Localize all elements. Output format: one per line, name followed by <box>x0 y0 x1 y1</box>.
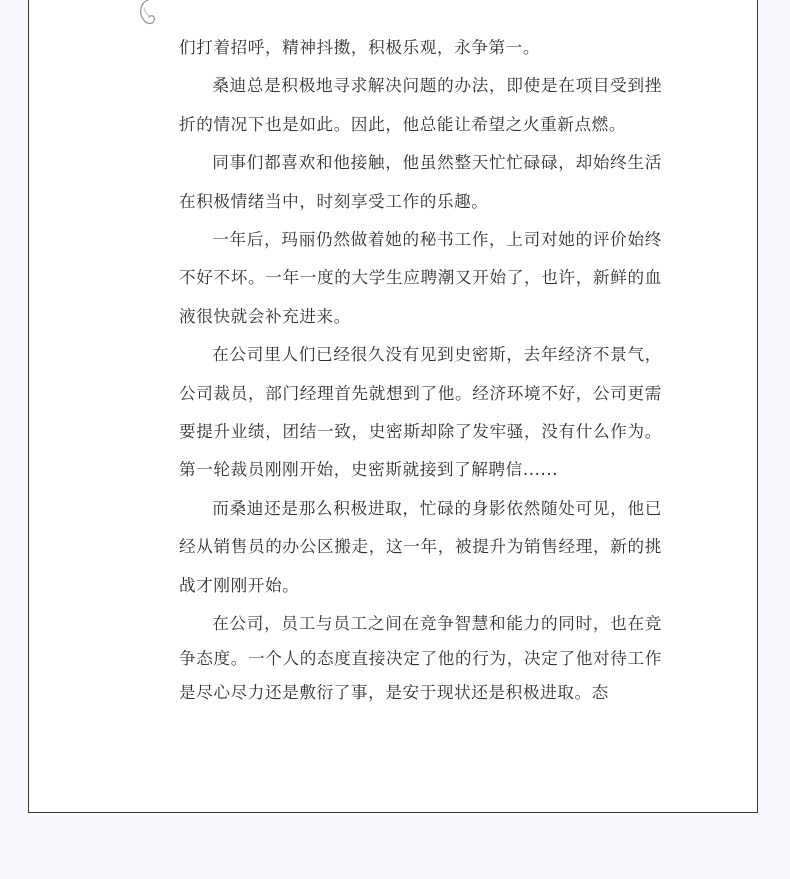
paragraph-2: 桑迪总是积极地寻求解决问题的办法，即使是在项目受到挫折的情况下也是如此。因此，他总能让希望之火重新点燃。 <box>179 76 662 134</box>
curl-ornament-icon <box>135 0 159 31</box>
paragraph-4: 一年后，玛丽仍然做着她的秘书工作，上司对她的评价始终不好不坏。一年一度的大学生应聘潮又开始了，也许，新鲜的血液很快就会补充进来。 <box>179 230 662 326</box>
document-page <box>28 0 758 813</box>
paragraph-6: 而桑迪还是那么积极进取，忙碌的身影依然随处可见，他已经从销售员的办公区搬走，这一年，被提升为销售经理，新的挑战才刚刚开始。 <box>179 498 662 595</box>
paragraph-3: 同事们都喜欢和他接触，他虽然整天忙忙碌碌，却始终生活在积极情绪当中，时刻享受工作的乐趣。 <box>179 153 662 211</box>
paragraph-1: 们打着招呼，精神抖擞，积极乐观，永争第一。 <box>179 38 541 57</box>
paragraph-5: 在公司里人们已经很久没有见到史密斯，去年经济不景气，公司裁员，部门经理首先就想到了他。经济环境不好，公司更需要提升业绩，团结一致，史密斯却除了发牢骚，没有什么作为。第一轮裁员刚刚开始，史密斯就接到了解聘信...... <box>179 345 662 480</box>
paragraph-7: 在公司，员工与员工之间在竞争智慧和能力的同时，也在竞争态度。一个人的态度直接决定了他的行为，决定了他对待工作是尽心尽力还是敷衍了事，是安于现状还是积极进取。态 <box>179 614 662 703</box>
article-body <box>179 29 662 711</box>
